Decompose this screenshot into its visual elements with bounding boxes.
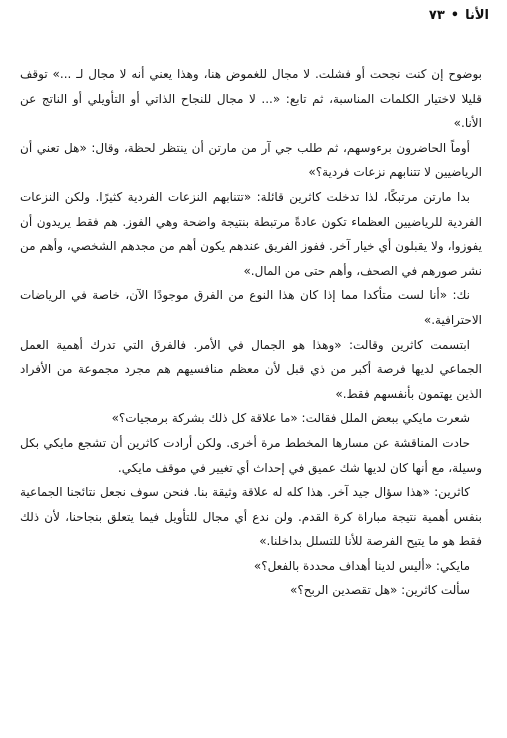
body-text bbox=[20, 62, 482, 603]
paragraph-8: كاثرين: «هذا سؤال جيد آخر. هذا كله له علاقة وثيقة بنا. فنحن سوف نجعل نتائجنا الجماعية بنفس أهمية نتيجة مباراة كرة القدم. ولن ندع أي مجال للتأويل فيما يتعلق بنجاحنا، لأن ذلك فقط هو ما يتيح الفرصة للأنا للتسلل بداخلنا.» bbox=[20, 485, 482, 549]
running-header bbox=[429, 8, 489, 23]
paragraph-3: بدا مارتن مرتبكًا، لذا تدخلت كاثرين قائلة: «تتنابهم النزعات الفردية كثيرًا. ولكن النزعات الفردية للرياضيين العظماء تكون عادةً مرتبطة بنتيجة واضحة وهي الفوز. هم فقط يريدون أن يفوزوا، ولا يقبلون أي خيار آخر. ففوز الفريق عندهم يكون أهم من مجدهم الشخصي، وأهم من نشر صورهم في الصحف، وأهم حتى من المال.» bbox=[20, 189, 482, 278]
paragraph-5: ابتسمت كاثرين وقالت: «وهذا هو الجمال في الأمر. فالفرق التي تدرك أهمية العمل الجماعي لديها فرصة أكبر من ذي قبل لأن معظم منافسيهم هم مجرد مجموعة من الأفراد الذين يهتمون بأنفسهم فقط.» bbox=[20, 337, 482, 401]
page-number: ٧٣ bbox=[428, 8, 445, 23]
paragraph-4: نك: «أنا لست متأكدا مما إذا كان هذا النوع من الفرق موجودًا الآن، خاصة في الرياضات الاحترافية.» bbox=[20, 288, 482, 327]
running-header-title: الأنا bbox=[465, 8, 489, 23]
paragraph-6: شعرت مايكي ببعض الملل فقالت: «ما علاقة كل ذلك بشركة برمجيات؟» bbox=[111, 411, 470, 426]
paragraph-10: سألت كاثرين: «هل تقصدين الربح؟» bbox=[289, 583, 470, 598]
paragraph-1: بوضوح إن كنت نجحت أو فشلت. لا مجال للغموض هنا، وهذا يعني أنه لا مجال لـ ...» توقف قليلا لاختيار الكلمات المناسبة، ثم تابع: «... لا مجال للنجاح الذاتي أو التأويلي أو الناتج عن الأنا.» bbox=[20, 67, 482, 131]
header-separator: • bbox=[450, 8, 460, 23]
paragraph-2: أوماً الحاضرون برءوسهم، ثم طلب جي آر من مارتن أن ينتظر لحظة، وقال: «هل تعني أن الرياضيين لا تتنابهم نزعات فردية؟» bbox=[20, 140, 482, 180]
paragraph-7: حادت المناقشة عن مسارها المخطط مرة أخرى. ولكن أرادت كاثرين أن تشجع مايكي بكل وسيلة، مع أنها كان لديها شك عميق في إحداث أي تغيير في موقف مايكي. bbox=[20, 435, 482, 475]
paragraph-9: مايكي: «أليس لدينا أهداف محددة بالفعل؟» bbox=[253, 558, 470, 573]
